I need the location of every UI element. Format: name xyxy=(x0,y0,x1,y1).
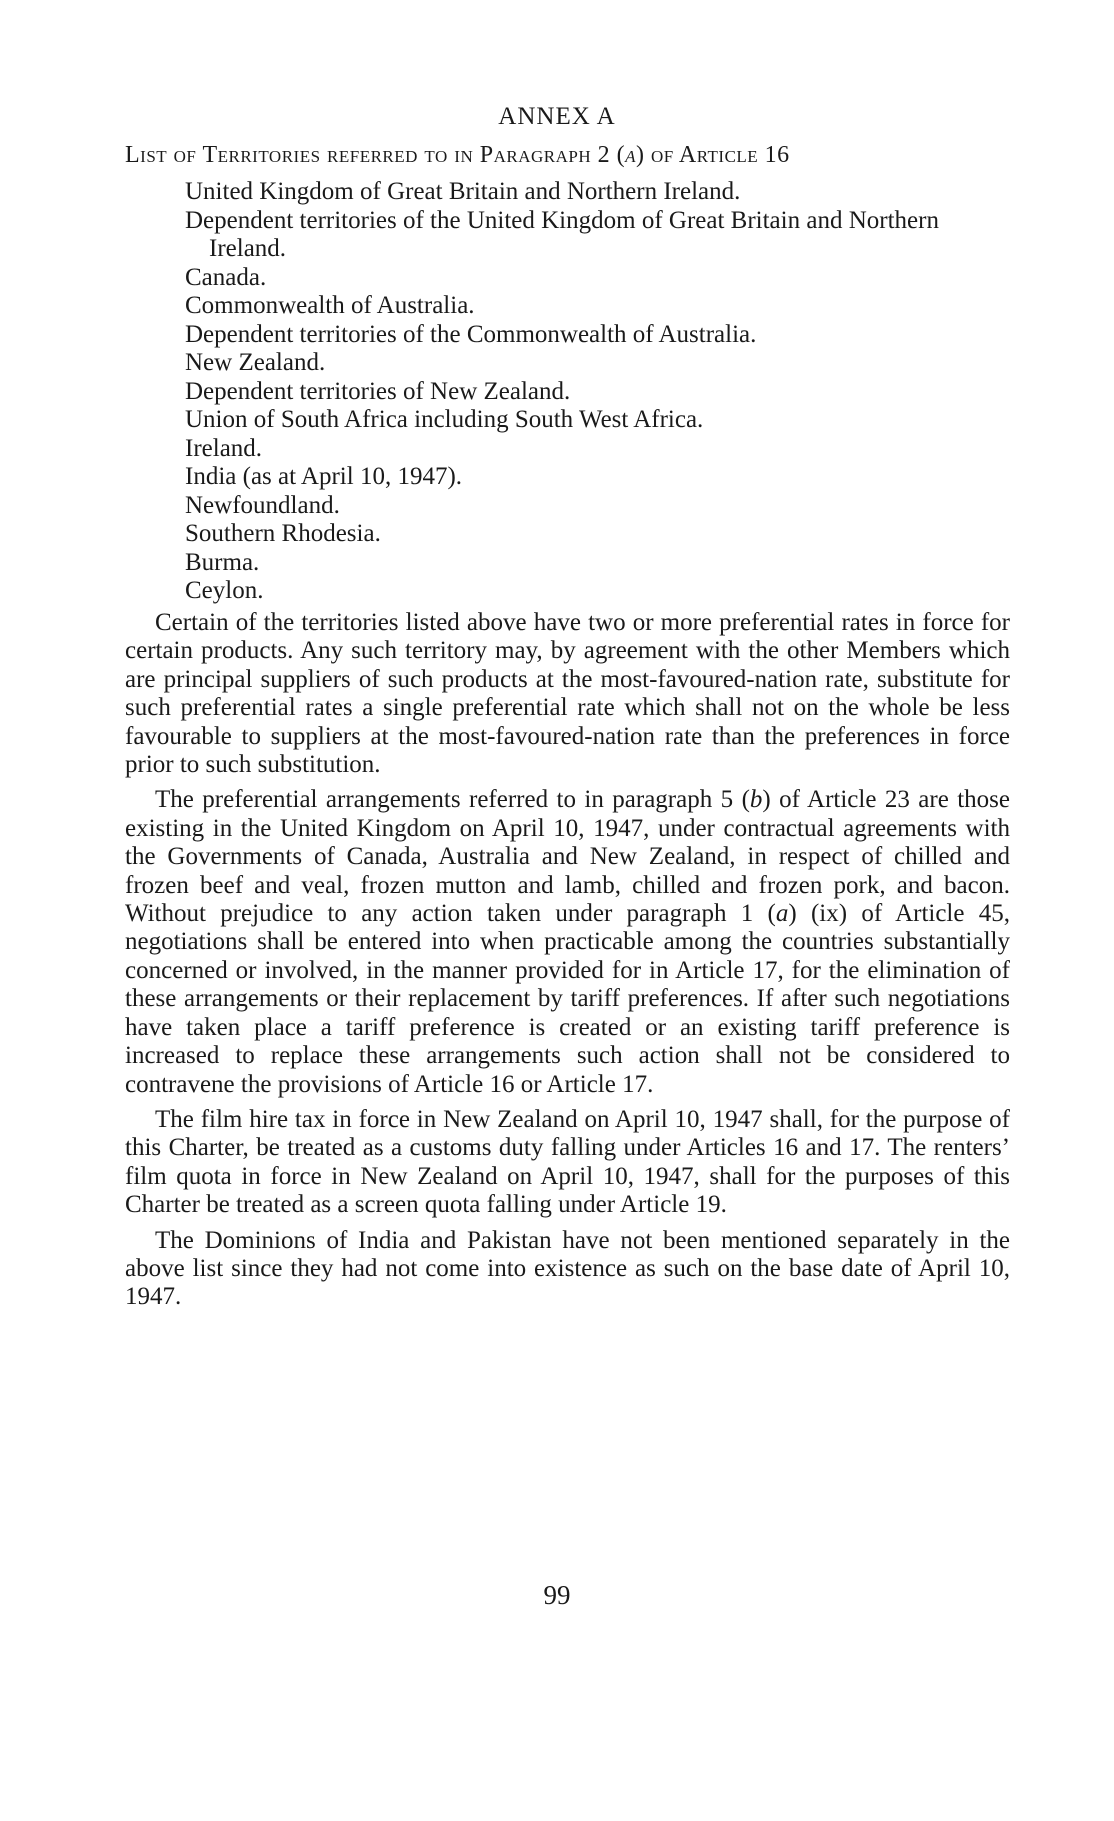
paragraph-preferential-rates: Certain of the territories listed above have two or more preferential rates in force for certain products. Any such territory may, by agreement with the other Members which are principal suppliers of such products at the most-favoured-nation rate, substitute for such preferential rates a single preferential rate which shall not on the whole be less favourable to suppliers at the most-favoured-nation rate than the preferences in force prior to such substitution. xyxy=(125,609,1010,779)
page-number: 99 xyxy=(543,1580,571,1610)
territory-item: Dependent territories of the Commonwealth of Australia. xyxy=(185,320,757,348)
territory-item: United Kingdom of Great Britain and Northern Ireland. xyxy=(185,178,741,205)
subtitle-tail: ) of Article 16 xyxy=(635,142,790,168)
territory-item: Burma. xyxy=(185,548,260,576)
subtitle-lead: List of Territories referred to in Paragraph 2 ( xyxy=(125,142,626,168)
territory-item: Southern Rhodesia. xyxy=(185,520,381,547)
territory-item: Newfoundland. xyxy=(185,491,340,519)
territory-item: Ireland. xyxy=(185,434,263,462)
territory-item: Commonwealth of Australia. xyxy=(185,292,475,319)
body-text xyxy=(125,609,1010,1319)
territory-item: Ceylon. xyxy=(185,577,264,604)
territory-item: India (as at April 10, 1947). xyxy=(185,463,463,490)
paragraph-2-part-3: ) (ix) of Article 45, negotiations shall be entered into when practicable among the countries substantially concerned or involved, in the manner provided for in Article 17, for the elimination of these arrangements or their replacement by tariff preferences. If after such negotiations have taken place a tariff preference is created or an existing tariff preference is increased to replace these arrangements such action shall not be considered to contravene the provisions of Article 16 or Article 17. xyxy=(125,900,1011,1098)
territory-item: Dependent territories of New Zealand. xyxy=(185,377,571,405)
paragraph-2-part-1: The preferential arrangements referred to in paragraph 5 ( xyxy=(155,786,750,814)
paragraph-film-hire-tax: The film hire tax in force in New Zealand on April 10, 1947 shall, for the purpose of this Charter, be treated as a customs duty falling under Articles 16 and 17. The renters’ film quota in force in New Zealand on April 10, 1947, shall for the purposes of this Charter be treated as a screen quota falling under Article 19. xyxy=(125,1105,1010,1219)
paragraph-preferential-arrangements xyxy=(125,786,1010,1098)
territory-item: New Zealand. xyxy=(185,349,326,376)
paragraph-2-italic-2: a xyxy=(775,900,789,928)
annex-subtitle xyxy=(125,140,1010,170)
territory-list xyxy=(185,178,1015,606)
territory-item: Canada. xyxy=(185,263,267,291)
paragraph-2-part-2: ) of Article 23 are those existing in the United Kingdom on April 10, 1947, under contractual agreements with the Governments of Canada, Australia and New Zealand, in respect of chilled and frozen beef and veal, frozen mutton and lamb, chilled and frozen pork, and bacon. Without prejudice to any action taken under paragraph 1 ( xyxy=(125,786,1010,928)
annex-title: ANNEX A xyxy=(498,103,616,130)
subtitle-letter: a xyxy=(625,142,636,168)
paragraph-dominions: The Dominions of India and Pakistan have not been mentioned separately in the above list since they had not come into existence as such on the base date of April 10, 1947. xyxy=(125,1226,1010,1311)
territory-item: Union of South Africa including South West Africa. xyxy=(185,406,704,433)
territory-item: Dependent territories of the United Kingdom of Great Britain and Northern Ireland. xyxy=(185,206,939,262)
paragraph-2-italic-1: b xyxy=(749,786,763,814)
